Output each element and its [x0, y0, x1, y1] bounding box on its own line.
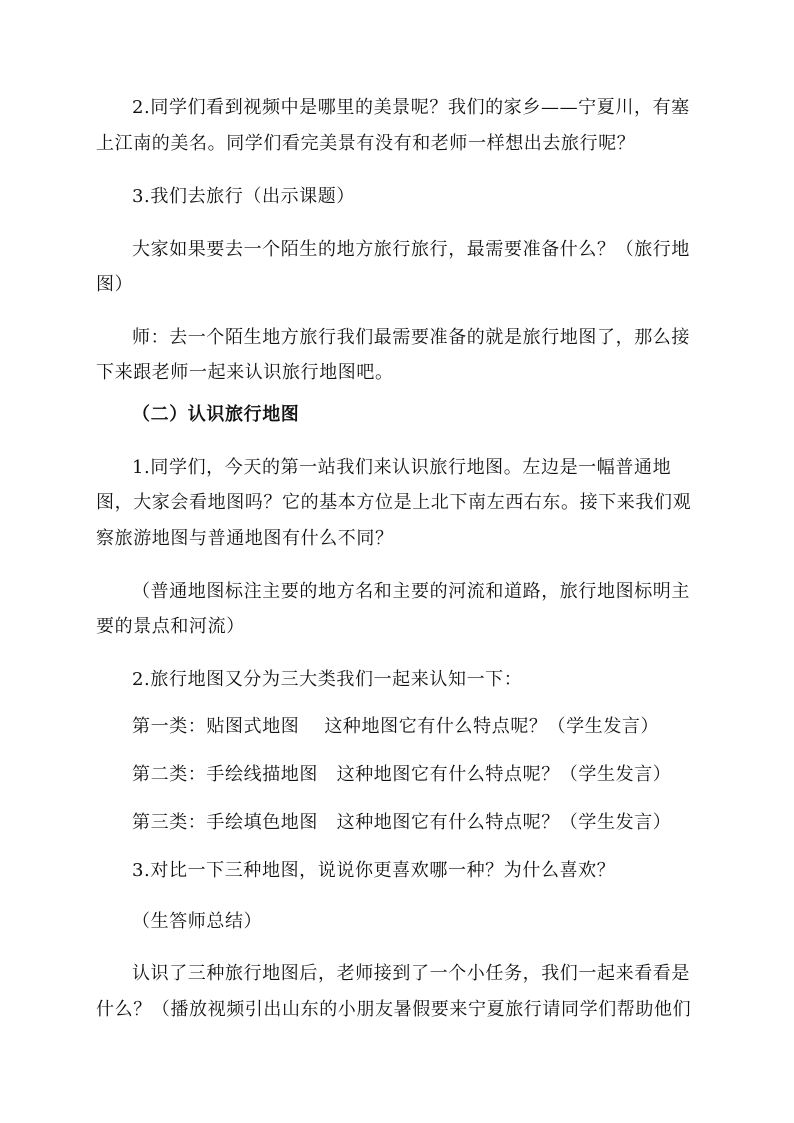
section-heading: （二）认识旅行地图: [132, 404, 300, 425]
paragraph-line: 3.对比一下三种地图，说说你更喜欢哪一种？为什么喜欢？: [132, 860, 616, 881]
paragraph-line: 3.我们去旅行（出示课题）: [132, 186, 355, 207]
paragraph-line: 大家如果要去一个陌生的地方旅行旅行，最需要准备什么？（旅行地: [132, 239, 690, 260]
paragraph-line: 图）: [96, 274, 134, 295]
paragraph-line: 图，大家会看地图吗？它的基本方位是上北下南左西右东。接下来我们观: [96, 492, 692, 513]
paragraph-line: 什么？（播放视频引出山东的小朋友暑假要来宁夏旅行请同学们帮助他们: [96, 999, 692, 1020]
paragraph-line: 2.同学们看到视频中是哪里的美景呢？我们的家乡——宁夏川，有塞: [132, 97, 690, 118]
paragraph-line: （生答师总结）: [132, 911, 263, 932]
paragraph-line: 第三类：手绘填色地图 这种地图它有什么特点呢？（学生发言）: [132, 812, 672, 833]
paragraph-line: 师：去一个陌生地方旅行我们最需要准备的就是旅行地图了，那么接: [132, 327, 690, 348]
paragraph-line: 认识了三种旅行地图后，老师接到了一个小任务，我们一起来看看是: [132, 963, 690, 984]
paragraph-line: 上江南的美名。同学们看完美景有没有和老师一样想出去旅行呢？: [96, 133, 636, 154]
paragraph-line: 1.同学们，今天的第一站我们来认识旅行地图。左边是一幅普通地: [132, 457, 672, 478]
paragraph-line: 要的景点和河流）: [96, 616, 245, 637]
paragraph-line: 察旅游地图与普通地图有什么不同？: [96, 528, 394, 549]
paragraph-line: 第一类：贴图式地图 这种地图它有什么特点呢？（学生发言）: [132, 716, 660, 737]
paragraph-line: 2.旅行地图又分为三大类我们一起来认知一下：: [132, 669, 523, 690]
paragraph-line: 下来跟老师一起来认识旅行地图吧。: [96, 362, 394, 383]
paragraph-line: （普通地图标注主要的地方名和主要的河流和道路，旅行地图标明主: [132, 581, 690, 602]
paragraph-line: 第二类：手绘线描地图 这种地图它有什么特点呢？（学生发言）: [132, 764, 672, 785]
